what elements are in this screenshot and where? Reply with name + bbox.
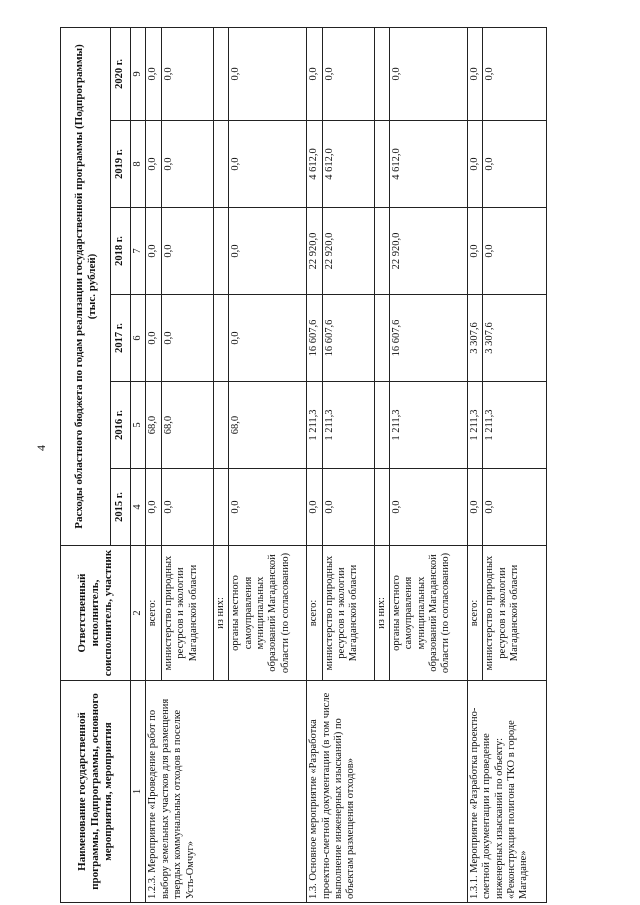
value-cell: 1 211,3 (389, 382, 467, 469)
value-cell: 0,0 (322, 27, 374, 120)
value-cell: 0,0 (161, 469, 213, 546)
participant-cell: министерство природных ресурсов и экологии Магаданской области (161, 546, 213, 681)
value-cell: 0,0 (229, 27, 307, 120)
table-header (61, 27, 146, 902)
value-cell: 0,0 (229, 121, 307, 208)
value-cell: 0,0 (161, 295, 213, 382)
value-cell: 0,0 (322, 469, 374, 546)
header-name: Наименование государственной программы, Подпрограммы, основного мероприятия, мероприятия (61, 681, 131, 903)
participant-cell: органы местного самоуправления муниципальных образований Магаданской области (по согласованию) (389, 546, 467, 681)
participant-cell: из них: (374, 546, 389, 681)
activity-name: 1.3. Основное мероприятие «Разработка проектно-сметной документации (в том числе выполнение инженерных изысканий) по объектам размещения отходов» (307, 681, 468, 903)
value-cell (374, 27, 389, 120)
activity-name: 1.3.1. Мероприятие «Разработка проектно-сметной документации и проведение инженерных изысканий по объекту: «Реконструкция полигона ТКО в городе Магадане» (467, 681, 546, 903)
page-number: 4 (34, 445, 48, 451)
value-cell: 0,0 (307, 27, 322, 120)
header-budget: Расходы областного бюджета по годам реализации государственной программы (Подпрограммы) (тыс. рублей) (61, 27, 111, 545)
value-cell: 3 307,6 (483, 295, 547, 382)
value-cell: 0,0 (229, 208, 307, 295)
value-cell: 0,0 (146, 295, 161, 382)
participant-cell: из них: (213, 546, 228, 681)
header-year: 2017 г. (111, 295, 131, 382)
budget-table (60, 27, 547, 903)
value-cell: 4 612,0 (389, 121, 467, 208)
activity-name: 1.2.3. Мероприятие «Проведение работ по выбору земельных участков для размещения твердых коммунальных отходов в поселке Усть-Омчуг» (146, 681, 307, 903)
value-cell: 4 612,0 (322, 121, 374, 208)
value-cell (213, 295, 228, 382)
value-cell: 0,0 (146, 208, 161, 295)
value-cell: 0,0 (467, 121, 482, 208)
header-year: 2016 г. (111, 382, 131, 469)
value-cell: 1 211,3 (467, 382, 482, 469)
value-cell: 0,0 (307, 469, 322, 546)
value-cell: 0,0 (229, 295, 307, 382)
value-cell: 22 920,0 (307, 208, 322, 295)
value-cell: 16 607,6 (389, 295, 467, 382)
value-cell (213, 382, 228, 469)
header-executor: Ответственный исполнитель, соисполнитель, участник (61, 546, 131, 681)
participant-cell: министерство природных ресурсов и экологии Магаданской области (322, 546, 374, 681)
column-number: 6 (131, 295, 146, 382)
value-cell: 68,0 (146, 382, 161, 469)
column-number: 8 (131, 121, 146, 208)
value-cell: 68,0 (161, 382, 213, 469)
header-year: 2020 г. (111, 27, 131, 120)
value-cell (213, 469, 228, 546)
value-cell: 0,0 (161, 121, 213, 208)
value-cell (374, 469, 389, 546)
value-cell: 0,0 (146, 27, 161, 120)
value-cell: 0,0 (483, 469, 547, 546)
value-cell: 0,0 (467, 27, 482, 120)
value-cell: 68,0 (229, 382, 307, 469)
value-cell: 16 607,6 (307, 295, 322, 382)
value-cell (213, 121, 228, 208)
value-cell (374, 121, 389, 208)
value-cell: 0,0 (389, 469, 467, 546)
value-cell: 4 612,0 (307, 121, 322, 208)
value-cell (213, 208, 228, 295)
value-cell: 22 920,0 (322, 208, 374, 295)
column-number: 9 (131, 27, 146, 120)
participant-cell: органы местного самоуправления муниципальных образований Магаданской области (по согласованию) (229, 546, 307, 681)
column-number: 4 (131, 469, 146, 546)
value-cell: 16 607,6 (322, 295, 374, 382)
column-number: 7 (131, 208, 146, 295)
value-cell: 0,0 (229, 469, 307, 546)
table-row (146, 27, 161, 902)
value-cell: 0,0 (389, 27, 467, 120)
value-cell (374, 208, 389, 295)
value-cell: 0,0 (467, 469, 482, 546)
column-number: 1 (131, 681, 146, 903)
value-cell: 22 920,0 (389, 208, 467, 295)
value-cell (374, 382, 389, 469)
rotated-page (60, 28, 600, 903)
value-cell: 0,0 (161, 208, 213, 295)
column-number: 2 (131, 546, 146, 681)
header-year: 2018 г. (111, 208, 131, 295)
value-cell: 3 307,6 (467, 295, 482, 382)
value-cell: 0,0 (161, 27, 213, 120)
table-row (307, 27, 322, 902)
value-cell (213, 27, 228, 120)
table-row (467, 27, 482, 902)
value-cell: 0,0 (483, 27, 547, 120)
value-cell: 0,0 (483, 121, 547, 208)
value-cell: 0,0 (146, 469, 161, 546)
value-cell: 0,0 (483, 208, 547, 295)
value-cell (374, 295, 389, 382)
participant-cell: министерство природных ресурсов и экологии Магаданской области (483, 546, 547, 681)
value-cell: 0,0 (146, 121, 161, 208)
value-cell: 0,0 (467, 208, 482, 295)
value-cell: 1 211,3 (307, 382, 322, 469)
column-number: 5 (131, 382, 146, 469)
value-cell: 1 211,3 (483, 382, 547, 469)
participant-cell: всего: (307, 546, 322, 681)
header-year: 2019 г. (111, 121, 131, 208)
participant-cell: всего: (146, 546, 161, 681)
value-cell: 1 211,3 (322, 382, 374, 469)
header-year: 2015 г. (111, 469, 131, 546)
participant-cell: всего: (467, 546, 482, 681)
